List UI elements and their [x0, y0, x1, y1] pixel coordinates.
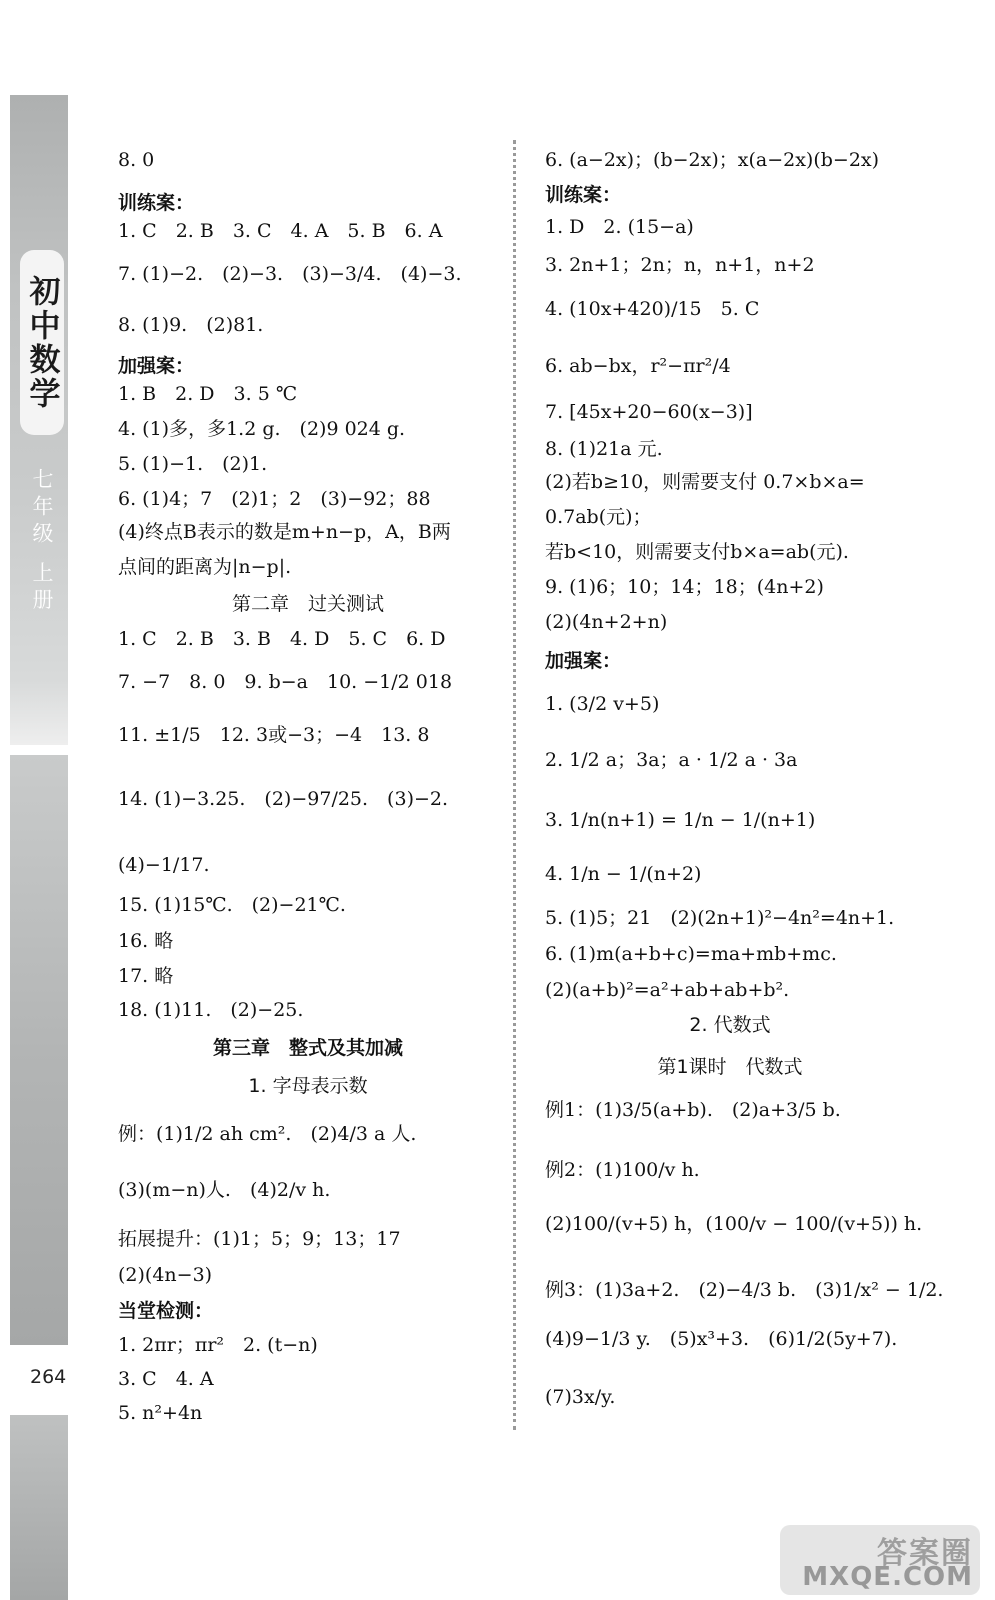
answer-line: 8. 0 [118, 149, 155, 171]
answer-line: (7)3x/y. [545, 1386, 616, 1408]
answer-line: 例3：(1)3a+2. (2)−4/3 b. (3)1/x² − 1/2. [545, 1279, 944, 1301]
answer-line: (2)(4n+2+n) [545, 611, 668, 633]
answer-line: 1. 字母表示数 [248, 1075, 368, 1097]
answer-line: 18. (1)11. (2)−25. [118, 999, 304, 1021]
page-number: 264 [30, 1366, 67, 1388]
answer-line: (4)9−1/3 y. (5)x³+3. (6)1/2(5y+7). [545, 1328, 898, 1350]
answer-line: 3. 2n+1；2n；n，n+1，n+2 [545, 254, 815, 276]
answer-line: 4. (1)多，多1.2 g. (2)9 024 g. [118, 418, 406, 440]
answer-line: 第二章 过关测试 [231, 593, 384, 615]
answer-line: 例1：(1)3/5(a+b). (2)a+3/5 b. [545, 1099, 841, 1121]
answer-line: 5. (1)5；21 (2)(2n+1)²−4n²=4n+1. [545, 907, 895, 929]
answer-line: 7. −7 8. 0 9. b−a 10. −1/2 018 [118, 671, 453, 693]
answer-line: 1. (3/2 v+5) [545, 693, 660, 715]
answer-line: 2. 1/2 a；3a；a · 1/2 a · 3a [545, 749, 798, 771]
answer-line: (4)−1/17. [118, 854, 210, 876]
answer-line: (2)100/(v+5) h，(100/v − 100/(v+5)) h. [545, 1213, 923, 1235]
answer-line: 7. (1)−2. (2)−3. (3)−3/4. (4)−3. [118, 263, 462, 285]
answer-line: 17. 略 [118, 965, 174, 987]
answer-line: 6. (a−2x)；(b−2x)；x(a−2x)(b−2x) [545, 149, 880, 171]
sidebar-band-bottom [10, 1415, 68, 1600]
answer-line: 1. C 2. B 3. B 4. D 5. C 6. D [118, 628, 446, 650]
answer-line: 6. ab−bx，r²−πr²/4 [545, 355, 731, 377]
answer-line: 9. (1)6；10；14；18；(4n+2) [545, 576, 824, 598]
answer-line: (2)若b≥10，则需要支付 0.7×b×a= [545, 471, 865, 493]
answer-line: 5. (1)−1. (2)1. [118, 453, 268, 475]
answer-line: 11. ±1/5 12. 3或−3；−4 13. 8 [118, 724, 430, 746]
answer-line: 第1课时 代数式 [657, 1056, 803, 1078]
answer-line: (2)(a+b)²=a²+ab+ab+b². [545, 979, 790, 1001]
answer-line: (2)(4n−3) [118, 1264, 213, 1286]
answer-line: 2. 代数式 [689, 1014, 771, 1036]
sidebar [0, 0, 80, 1600]
sidebar-band-middle [10, 755, 68, 1345]
column-divider [513, 140, 516, 1430]
answer-line: 8. (1)21a 元. [545, 438, 663, 460]
answer-line: 拓展提升：(1)1；5；9；13；17 [118, 1228, 401, 1250]
answer-line: 点间的距离为|n−p|. [118, 556, 292, 578]
answer-line: 6. (1)4；7 (2)1；2 (3)−92；88 [118, 488, 431, 510]
answer-line: 4. (10x+420)/15 5. C [545, 298, 760, 320]
answer-line: 训练案： [118, 192, 195, 214]
answer-line: 加强案： [545, 650, 622, 672]
answer-line: 3. 1/n(n+1) = 1/n − 1/(n+1) [545, 809, 816, 831]
answer-line: (3)(m−n)人. (4)2/v h. [118, 1179, 331, 1201]
grade-label: 七年级 上册 [30, 468, 54, 616]
answer-line: 1. B 2. D 3. 5 ℃ [118, 383, 298, 405]
answer-line: 3. C 4. A [118, 1368, 214, 1390]
answer-line: 当堂检测： [118, 1300, 214, 1322]
answer-line: 6. (1)m(a+b+c)=ma+mb+mc. [545, 943, 837, 965]
answer-line: (4)终点B表示的数是m+n−p，A，B两 [118, 521, 451, 543]
answer-line: 1. D 2. (15−a) [545, 216, 694, 238]
subject-tab [20, 250, 64, 435]
answer-line: 16. 略 [118, 930, 174, 952]
watermark-text-bottom: MXQE.COM [802, 1562, 973, 1592]
answer-line: 若b<10，则需要支付b×a=ab(元). [545, 541, 849, 563]
grade-label-wrap [22, 468, 62, 616]
answer-line: 例：(1)1/2 ah cm². (2)4/3 a 人. [118, 1123, 417, 1145]
answer-line: 1. C 2. B 3. C 4. A 5. B 6. A [118, 220, 443, 242]
answer-line: 8. (1)9. (2)81. [118, 314, 264, 336]
subject-label: 初中数学 [23, 274, 60, 411]
answer-line: 例2：(1)100/v h. [545, 1159, 700, 1181]
answer-line: 5. n²+4n [118, 1402, 203, 1424]
answer-line: 7. [45x+20−60(x−3)] [545, 401, 753, 423]
answer-line: 加强案： [118, 355, 195, 377]
answer-line: 0.7ab(元)； [545, 506, 652, 528]
answer-line: 训练案： [545, 184, 622, 206]
answer-line: 第三章 整式及其加减 [212, 1037, 403, 1059]
watermark-text-top: 答案圈 [877, 1536, 973, 1571]
answer-line: 1. 2πr；πr² 2. (t−n) [118, 1334, 318, 1356]
answer-line: 15. (1)15℃. (2)−21℃. [118, 894, 346, 916]
answer-line: 4. 1/n − 1/(n+2) [545, 863, 702, 885]
answer-line: 14. (1)−3.25. (2)−97/25. (3)−2. [118, 788, 449, 810]
